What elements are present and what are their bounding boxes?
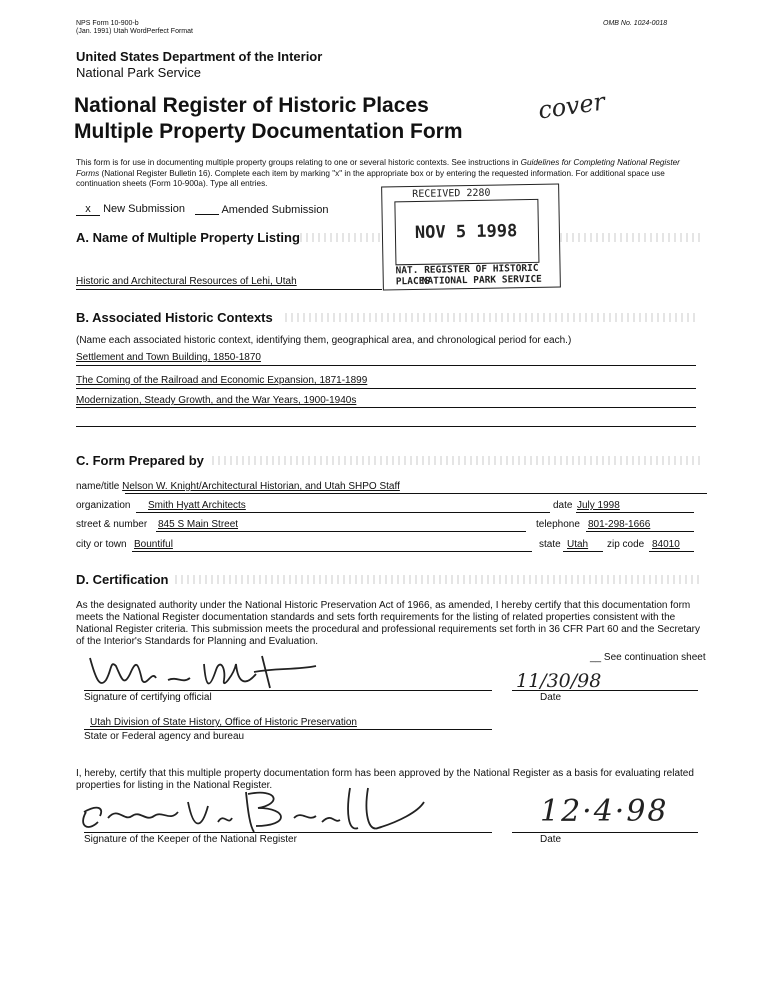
- name-title-value: Nelson W. Knight/Architectural Historian, and Utah SHPO Staff: [122, 481, 400, 492]
- keeper-date-label: Date: [540, 834, 562, 845]
- stamp-org2: NATIONAL PARK SERVICE: [421, 273, 542, 287]
- title-line1: National Register of Historic Places: [74, 94, 429, 117]
- state-value: Utah: [567, 539, 589, 550]
- certification-date-label: Date: [540, 692, 562, 703]
- stamp-date: NOV 5 1998: [414, 221, 518, 243]
- section-a-heading: A. Name of Multiple Property Listing: [76, 230, 300, 245]
- context-3: Modernization, Steady Growth, and the War Years, 1900-1940s: [76, 395, 357, 406]
- telephone-value: 801-298-1666: [588, 519, 651, 530]
- keeper-signature-label: Signature of the Keeper of the National Register: [84, 834, 297, 845]
- name-title-row: name/title Nelson W. Knight/Architectural Historian, and Utah SHPO Staff: [76, 481, 400, 492]
- organization-value: Smith Hyatt Architects: [148, 500, 246, 511]
- new-submission[interactable]: x New Submission: [76, 203, 185, 216]
- telephone-label: telephone: [536, 519, 580, 530]
- certifying-official-signature: [86, 650, 326, 692]
- intro-text: This form is for use in documenting multiple property groups relating to one or several historic contexts. See instructions in Guidelines for Completing National Register Forms (National Register Bulletin 16). Complete each item by marking "x" in the appropriate box or by entering the requested information. For additional space use continuation sheets (Form 10-900a). Type all entries.: [76, 158, 680, 188]
- department-name: United States Department of the Interior: [76, 49, 323, 64]
- organization-label: organization: [76, 500, 131, 511]
- agency-label: State or Federal agency and bureau: [84, 731, 245, 742]
- keeper-date-value: 12·4·98: [540, 794, 669, 829]
- certification-text: As the designated authority under the National Historic Preservation Act of 1966, as amended, I hereby certify that this documentation form meets the National Register documentation standards and sets forth requirements for the listing of related properties consistent with the National Register criteria. This submission meets the procedural and professional requirements set forth in 36 CFR Part 60 and the Secretary of the Interior's Standards for Planning and Evaluation.: [76, 600, 701, 647]
- service-name: National Park Service: [76, 65, 201, 80]
- stamp-org1: NAT. REGISTER OF HISTORIC PLACES: [395, 262, 539, 288]
- omb-number: OMB No. 1024-0018: [603, 20, 668, 27]
- section-b-heading: B. Associated Historic Contexts: [76, 310, 273, 325]
- section-d-heading: D. Certification: [76, 572, 169, 587]
- zip-value: 84010: [652, 539, 680, 550]
- context-1: Settlement and Town Building, 1850-1870: [76, 352, 261, 363]
- handwritten-cover-note: cover: [536, 87, 607, 125]
- city-label: city or town: [76, 539, 127, 550]
- agency-value: Utah Division of State History, Office of Historic Preservation: [90, 717, 357, 728]
- street-label: street & number: [76, 519, 148, 530]
- stamp-received: RECEIVED 2280: [412, 187, 491, 201]
- section-a-value: Historic and Architectural Resources of Lehi, Utah: [76, 276, 297, 287]
- amended-submission[interactable]: Amended Submission: [195, 203, 328, 216]
- date-label: date: [553, 500, 573, 511]
- section-b-instruction: (Name each associated historic context, identifying them, geographical area, and chronological period for each.): [76, 335, 572, 346]
- context-2: The Coming of the Railroad and Economic Expansion, 1871-1899: [76, 375, 368, 386]
- keeper-signature: [78, 782, 428, 842]
- date-value: July 1998: [577, 500, 620, 511]
- received-stamp: [381, 183, 561, 290]
- street-value: 845 S Main Street: [158, 519, 239, 530]
- zip-label: zip code: [607, 539, 645, 550]
- new-submission-mark: x: [76, 203, 100, 216]
- signature-label: Signature of certifying official: [84, 692, 212, 703]
- state-label: state: [539, 539, 561, 550]
- amended-submission-mark: [195, 203, 219, 215]
- section-c-heading: C. Form Prepared by: [76, 453, 204, 468]
- title-line2: Multiple Property Documentation Form: [74, 120, 463, 143]
- continuation-sheet: __ See continuation sheet: [590, 652, 706, 663]
- certification-date-value: 11/30/98: [516, 670, 602, 692]
- city-value: Bountiful: [134, 539, 173, 550]
- form-revision: (Jan. 1991) Utah WordPerfect Format: [76, 28, 193, 35]
- keeper-text: I, hereby, certify that this multiple property documentation form has been approved by the National Register as a basis for evaluating related properties for listing in the National Register.: [76, 768, 694, 791]
- form-number: NPS Form 10-900-b: [76, 20, 139, 27]
